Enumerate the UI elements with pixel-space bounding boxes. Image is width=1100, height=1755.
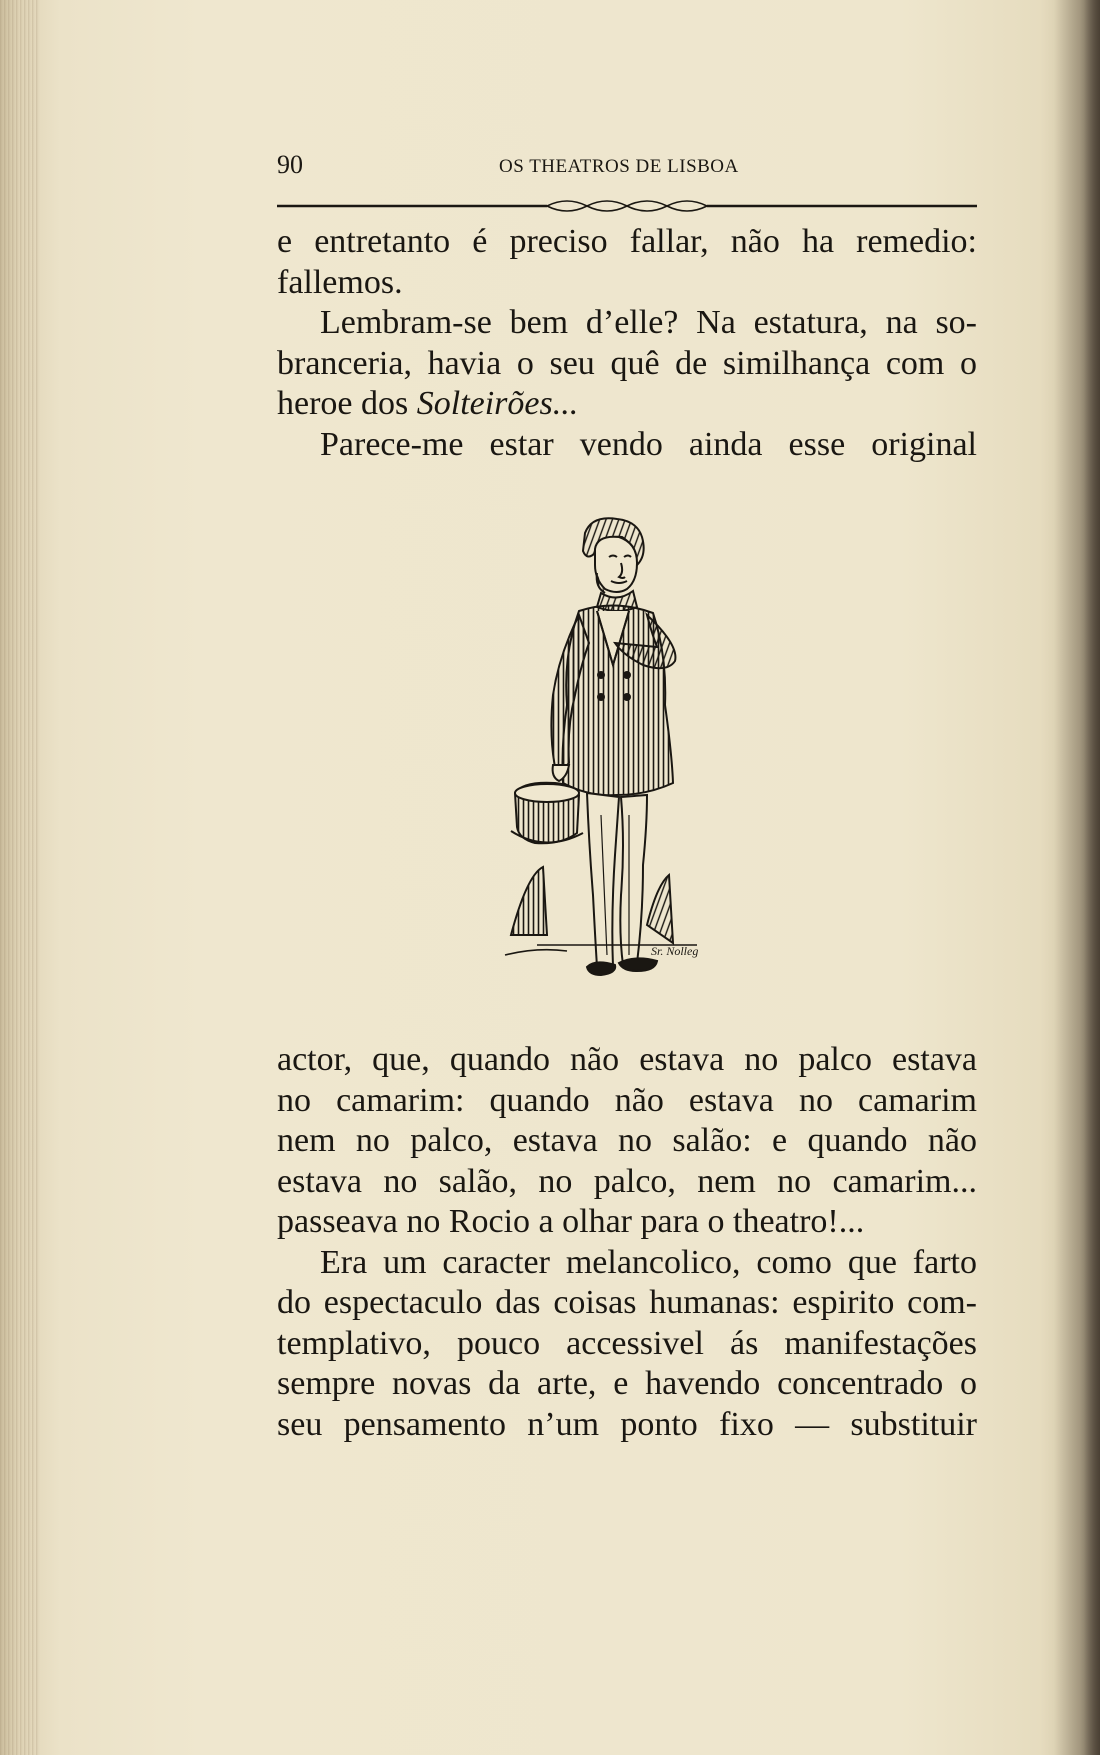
text-line: branceria, havia o seu quê de similhança com o — [277, 344, 977, 382]
ornamental-rule — [277, 195, 977, 217]
text-before-figure — [277, 222, 977, 465]
text-line: actor, que, quando não estava no palco estava — [277, 1041, 977, 1078]
text-line: nem no palco, estava no salão: e quando não — [277, 1122, 977, 1159]
page-header — [277, 150, 977, 184]
text-line: sempre novas da arte, e havendo concentrado o — [277, 1365, 977, 1402]
page-number: 90 — [277, 150, 303, 179]
text-line: no camarim: quando não estava no camarim — [277, 1081, 977, 1119]
text-line: e entretanto é preciso fallar, não ha remedio: — [277, 223, 977, 260]
text-line: estava no salão, no palco, nem no camarim... — [277, 1162, 977, 1200]
text-line: Era um caracter melancolico, como que farto — [320, 1243, 977, 1281]
text-fragment: heroe dos — [277, 385, 417, 422]
text-after-figure — [277, 1040, 977, 1445]
italic-title: Solteirões... — [416, 385, 579, 422]
text-line: templativo, pouco accessivel ás manifestações — [277, 1324, 977, 1362]
text-line: do espectaculo das coisas humanas: espirito com- — [277, 1284, 977, 1321]
text-line: seu pensamento n’um ponto fixo — substituir — [277, 1405, 977, 1443]
running-head: OS THEATROS DE LISBOA — [499, 156, 739, 177]
text-line — [277, 384, 977, 425]
text-line: passeava no Rocio a olhar para o theatro!... — [277, 1203, 865, 1240]
engraver-signature: Sr. Nolleg — [651, 944, 699, 958]
engraving-figure — [497, 515, 757, 1005]
text-line: fallemos. — [277, 263, 403, 301]
text-line: Lembram-se bem d’elle? Na estatura, na so- — [320, 304, 977, 341]
text-line: Parece-me estar vendo ainda esse original — [320, 425, 977, 463]
